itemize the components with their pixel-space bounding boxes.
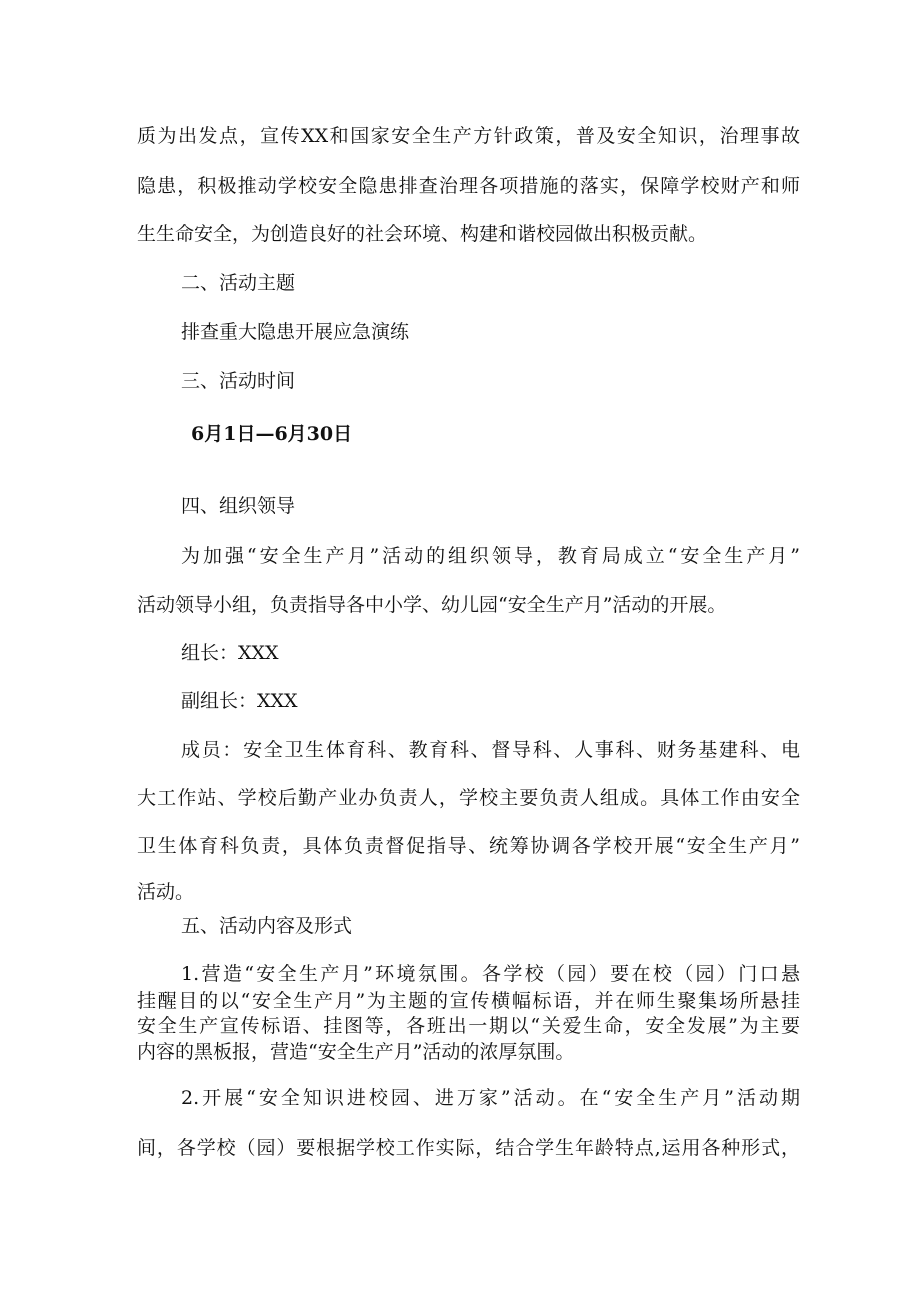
item2-line-2: 间，各学校（园）要根据学校工作实际，结合学生年龄特点,运用各种形式， <box>137 1137 800 1159</box>
section-heading-time: 三、活动时间 <box>181 370 296 392</box>
theme-text: 排查重大隐患开展应急演练 <box>181 321 410 343</box>
leader-line: 组长：XXX <box>181 642 279 664</box>
activity-date: 6月1日—6月30日 <box>191 423 353 445</box>
members-line-3: 卫生体育科负责，具体负责督促指导、统筹协调各学校开展“安全生产月” <box>137 835 800 857</box>
section-heading-theme: 二、活动主题 <box>181 272 296 294</box>
section-heading-content: 五、活动内容及形式 <box>181 915 353 937</box>
leadership-line-2: 活动领导小组，负责指导各中小学、幼儿园“安全生产月”活动的开展。 <box>137 594 727 616</box>
section-heading-leadership: 四、组织领导 <box>181 495 296 517</box>
intro-line-1: 质为出发点，宣传XX和国家安全生产方针政策，普及安全知识，治理事故 <box>137 125 800 147</box>
intro-line-3: 生生命安全，为创造良好的社会环境、构建和谐校园做出积极贡献。 <box>137 223 708 245</box>
item1-line-1: 1.营造“安全生产月”环境氛围。各学校（园）要在校（园）门口悬 <box>181 963 800 985</box>
item2-line-1: 2.开展“安全知识进校园、进万家”活动。在“安全生产月”活动期 <box>181 1087 800 1109</box>
members-line-4: 活动。 <box>137 881 195 903</box>
members-line-1: 成员：安全卫生体育科、教育科、督导科、人事科、财务基建科、电 <box>181 739 800 761</box>
deputy-leader-line: 副组长：XXX <box>181 690 298 712</box>
members-line-2: 大工作站、学校后勤产业办负责人，学校主要负责人组成。具体工作由安全 <box>137 787 800 809</box>
leadership-line-1: 为加强“安全生产月”活动的组织领导，教育局成立“安全生产月” <box>181 545 800 567</box>
item1-line-4: 内容的黑板报，营造“安全生产月”活动的浓厚氛围。 <box>137 1041 575 1063</box>
item1-line-2: 挂醒目的以“安全生产月”为主题的宣传横幅标语，并在师生聚集场所悬挂 <box>137 990 800 1012</box>
item1-line-3: 安全生产宣传标语、挂图等，各班出一期以“关爱生命，安全发展”为主要 <box>137 1015 800 1037</box>
intro-line-2: 隐患，积极推动学校安全隐患排查治理各项措施的落实，保障学校财产和师 <box>137 175 800 197</box>
